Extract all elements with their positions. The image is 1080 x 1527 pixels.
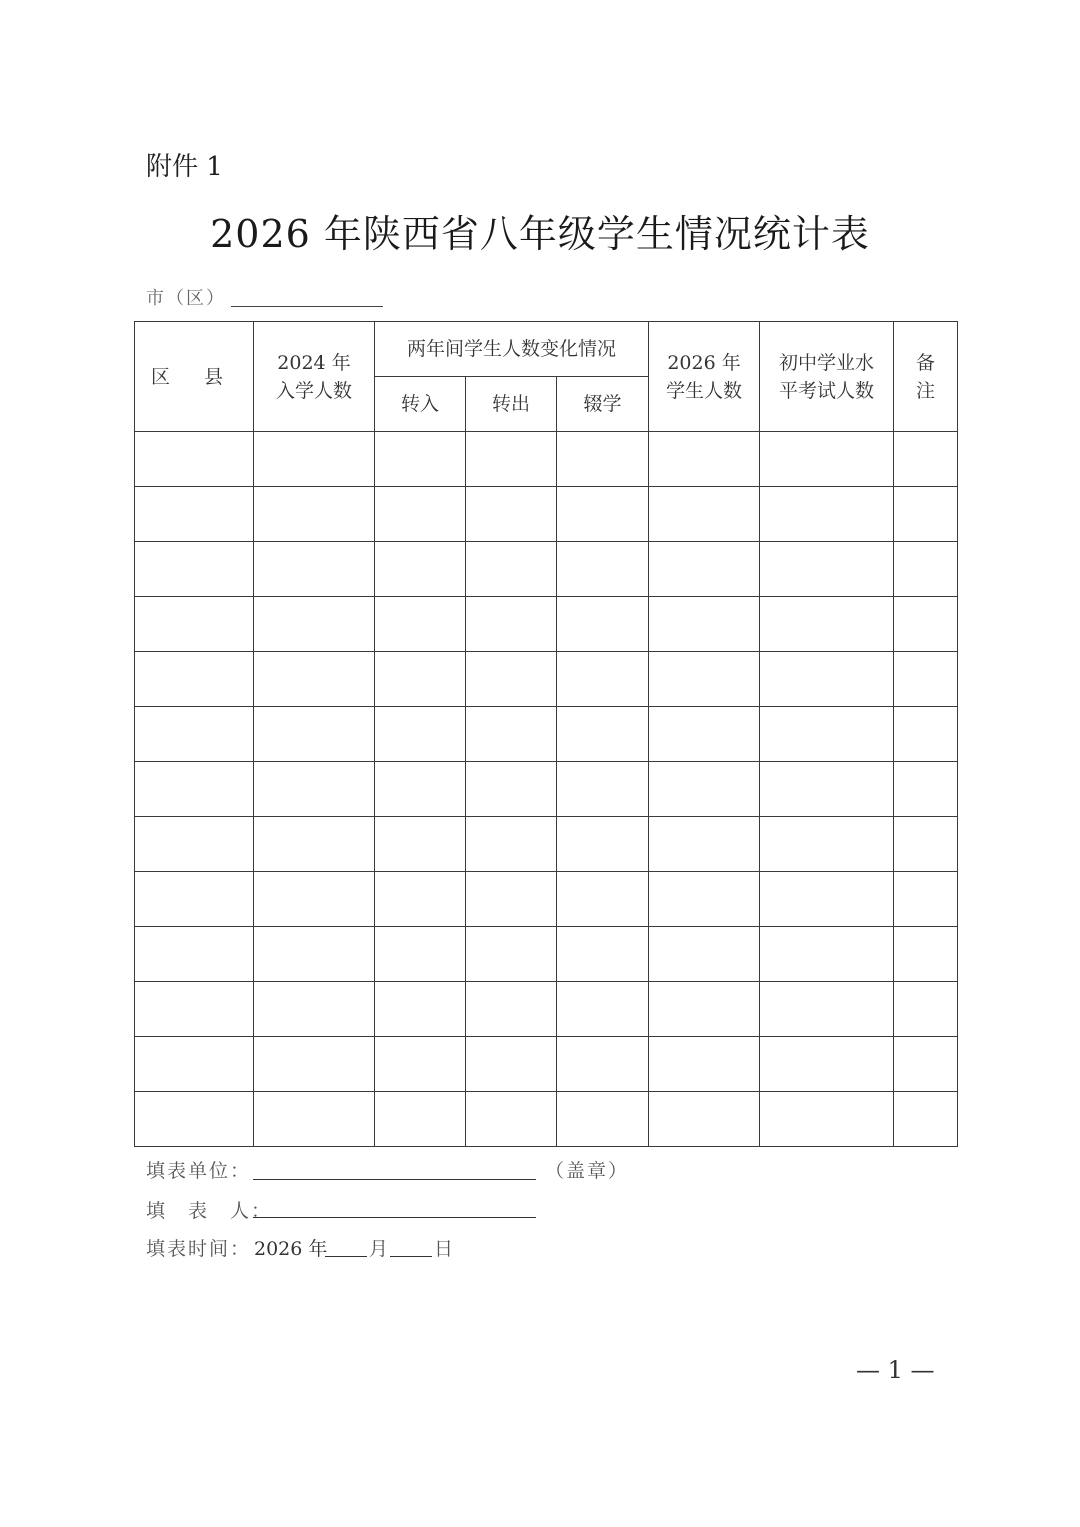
table-cell[interactable] <box>557 762 649 817</box>
table-cell[interactable] <box>466 1092 557 1147</box>
header-transfer-out: 转出 <box>466 377 557 432</box>
table-row <box>135 652 958 707</box>
table-cell[interactable] <box>894 817 958 872</box>
fill-time-year: 2026 年 <box>254 1238 328 1260</box>
table-cell[interactable] <box>894 707 958 762</box>
table-cell[interactable] <box>894 762 958 817</box>
header-dropout: 辍学 <box>557 377 649 432</box>
table-row <box>135 597 958 652</box>
table-cell[interactable] <box>254 542 375 597</box>
table-cell[interactable] <box>557 927 649 982</box>
table-row <box>135 487 958 542</box>
table-cell[interactable] <box>135 487 254 542</box>
table-cell[interactable] <box>135 432 254 487</box>
table-cell[interactable] <box>760 597 894 652</box>
fill-person-line[interactable] <box>253 1217 536 1218</box>
table-cell[interactable] <box>135 982 254 1037</box>
table-cell[interactable] <box>375 597 466 652</box>
table-cell[interactable] <box>649 487 760 542</box>
table-cell[interactable] <box>649 707 760 762</box>
table-cell[interactable] <box>894 652 958 707</box>
table-cell[interactable] <box>375 652 466 707</box>
table-cell[interactable] <box>760 1037 894 1092</box>
table-cell[interactable] <box>135 762 254 817</box>
header-remark: 备 注 <box>894 322 958 432</box>
table-cell[interactable] <box>557 707 649 762</box>
table-cell[interactable] <box>894 1092 958 1147</box>
table-cell[interactable] <box>135 872 254 927</box>
fill-month-line[interactable] <box>325 1256 367 1257</box>
header-transfer-in: 转入 <box>375 377 466 432</box>
table-cell[interactable] <box>466 762 557 817</box>
table-cell[interactable] <box>649 432 760 487</box>
table-cell[interactable] <box>466 927 557 982</box>
table-cell[interactable] <box>135 542 254 597</box>
table-cell[interactable] <box>254 762 375 817</box>
table-cell[interactable] <box>894 487 958 542</box>
table-cell[interactable] <box>466 432 557 487</box>
header-enroll-2024: 2024 年 入学人数 <box>254 322 375 432</box>
table-cell[interactable] <box>135 817 254 872</box>
table-cell[interactable] <box>557 817 649 872</box>
table-cell[interactable] <box>254 817 375 872</box>
table-cell[interactable] <box>375 542 466 597</box>
table-row <box>135 1092 958 1147</box>
table-cell[interactable] <box>557 432 649 487</box>
table-cell[interactable] <box>375 1037 466 1092</box>
table-cell[interactable] <box>894 1037 958 1092</box>
table-cell[interactable] <box>375 817 466 872</box>
table-cell[interactable] <box>557 1092 649 1147</box>
table-cell[interactable] <box>254 1037 375 1092</box>
table-cell[interactable] <box>135 927 254 982</box>
table-cell[interactable] <box>760 872 894 927</box>
fill-time-month: 月 <box>369 1238 391 1260</box>
city-fill-line[interactable] <box>231 306 383 307</box>
table-cell[interactable] <box>894 982 958 1037</box>
table-cell[interactable] <box>254 707 375 762</box>
table-cell[interactable] <box>375 927 466 982</box>
city-label: 市（区） <box>146 288 226 309</box>
fill-time-day: 日 <box>434 1238 456 1260</box>
attachment-label: 附件 1 <box>146 152 223 182</box>
table-cell[interactable] <box>135 652 254 707</box>
table-cell[interactable] <box>649 817 760 872</box>
table-cell[interactable] <box>760 652 894 707</box>
table-cell[interactable] <box>894 432 958 487</box>
table-cell[interactable] <box>466 707 557 762</box>
table-row <box>135 982 958 1037</box>
table-cell[interactable] <box>254 652 375 707</box>
table-cell[interactable] <box>375 762 466 817</box>
table-cell[interactable] <box>649 1092 760 1147</box>
table-cell[interactable] <box>649 982 760 1037</box>
fill-unit-line[interactable] <box>253 1179 536 1180</box>
table-cell[interactable] <box>760 762 894 817</box>
table-cell[interactable] <box>375 707 466 762</box>
table-row <box>135 432 958 487</box>
table-cell[interactable] <box>375 982 466 1037</box>
table-cell[interactable] <box>254 487 375 542</box>
table-cell[interactable] <box>557 1037 649 1092</box>
table-cell[interactable] <box>135 707 254 762</box>
table-cell[interactable] <box>649 927 760 982</box>
table-cell[interactable] <box>254 982 375 1037</box>
table-cell[interactable] <box>760 982 894 1037</box>
table-cell[interactable] <box>375 487 466 542</box>
table-cell[interactable] <box>894 872 958 927</box>
table-row <box>135 872 958 927</box>
table-cell[interactable] <box>254 432 375 487</box>
table-cell[interactable] <box>466 982 557 1037</box>
table-cell[interactable] <box>649 762 760 817</box>
table-cell[interactable] <box>894 542 958 597</box>
table-row <box>135 762 958 817</box>
table-cell[interactable] <box>466 652 557 707</box>
fill-time-label: 填表时间： <box>146 1238 252 1260</box>
header-change-group: 两年间学生人数变化情况 <box>375 322 649 377</box>
page-title: 2026 年陕西省八年级学生情况统计表 <box>210 212 870 256</box>
table-cell[interactable] <box>894 597 958 652</box>
table-cell[interactable] <box>557 487 649 542</box>
table-cell[interactable] <box>135 597 254 652</box>
table-cell[interactable] <box>760 1092 894 1147</box>
table-cell[interactable] <box>466 872 557 927</box>
header-exam-count: 初中学业水 平考试人数 <box>760 322 894 432</box>
table-cell[interactable] <box>254 872 375 927</box>
table-cell[interactable] <box>649 1037 760 1092</box>
table-cell[interactable] <box>557 597 649 652</box>
table-cell[interactable] <box>466 542 557 597</box>
header-county: 区 县 <box>135 322 254 432</box>
seal-label: （盖章） <box>545 1160 630 1182</box>
table-cell[interactable] <box>649 872 760 927</box>
table-cell[interactable] <box>135 1092 254 1147</box>
table-cell[interactable] <box>466 1037 557 1092</box>
page-number: — 1 — <box>856 1356 935 1384</box>
table-row <box>135 707 958 762</box>
header-students-2026: 2026 年 学生人数 <box>649 322 760 432</box>
table-cell[interactable] <box>557 872 649 927</box>
table-cell[interactable] <box>557 982 649 1037</box>
table-cell[interactable] <box>254 1092 375 1147</box>
table-cell[interactable] <box>760 542 894 597</box>
table-cell[interactable] <box>557 652 649 707</box>
table-cell[interactable] <box>649 597 760 652</box>
table-cell[interactable] <box>375 1092 466 1147</box>
table-cell[interactable] <box>760 432 894 487</box>
table-cell[interactable] <box>135 1037 254 1092</box>
table-cell[interactable] <box>649 542 760 597</box>
table-cell[interactable] <box>466 817 557 872</box>
fill-unit-label: 填表单位： <box>146 1160 252 1182</box>
table-cell[interactable] <box>894 927 958 982</box>
table-row <box>135 927 958 982</box>
table-cell[interactable] <box>466 487 557 542</box>
table-cell[interactable] <box>760 487 894 542</box>
fill-person-label: 填 表 人： <box>146 1200 273 1222</box>
fill-day-line[interactable] <box>390 1256 432 1257</box>
table-cell[interactable] <box>254 597 375 652</box>
table-cell[interactable] <box>466 597 557 652</box>
table-cell[interactable] <box>760 707 894 762</box>
table-cell[interactable] <box>649 652 760 707</box>
table-row <box>135 542 958 597</box>
table-cell[interactable] <box>760 927 894 982</box>
table-row <box>135 1037 958 1092</box>
table-cell[interactable] <box>760 817 894 872</box>
table-cell[interactable] <box>375 872 466 927</box>
table-cell[interactable] <box>557 542 649 597</box>
table-row <box>135 817 958 872</box>
table-cell[interactable] <box>375 432 466 487</box>
table-cell[interactable] <box>254 927 375 982</box>
statistics-table <box>134 321 958 1147</box>
